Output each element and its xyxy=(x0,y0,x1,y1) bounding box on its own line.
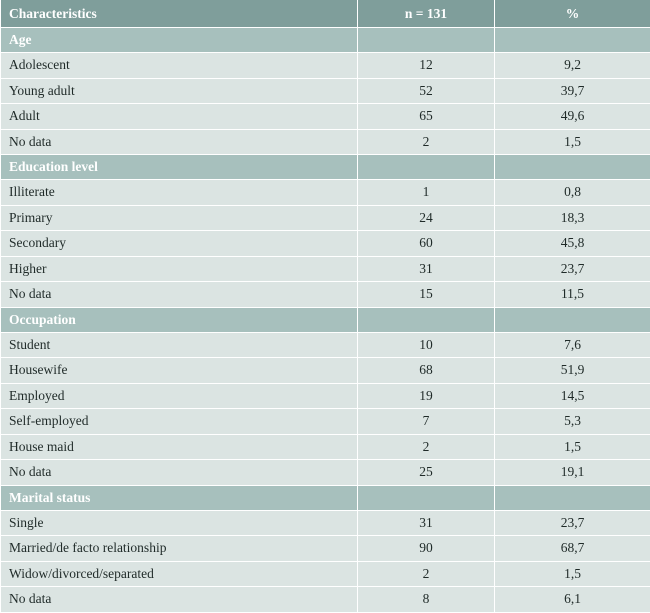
row-count: 31 xyxy=(358,510,495,536)
section-empty-cell xyxy=(358,307,495,332)
table-row xyxy=(1,510,650,536)
table-row xyxy=(1,434,650,460)
row-label: Employed xyxy=(1,383,358,409)
row-count: 8 xyxy=(358,587,495,613)
table-row xyxy=(1,587,650,613)
row-label: Adolescent xyxy=(1,53,358,79)
row-count: 68 xyxy=(358,358,495,384)
table-row xyxy=(1,460,650,486)
row-label: Secondary xyxy=(1,231,358,257)
section-title: Age xyxy=(1,28,358,53)
row-percent: 49,6 xyxy=(495,104,650,130)
row-label: Higher xyxy=(1,256,358,282)
row-label: Widow/divorced/separated xyxy=(1,561,358,587)
header-row xyxy=(1,0,650,28)
row-count: 2 xyxy=(358,129,495,155)
row-label: Primary xyxy=(1,205,358,231)
row-percent: 0,8 xyxy=(495,180,650,206)
row-count: 31 xyxy=(358,256,495,282)
row-percent: 23,7 xyxy=(495,510,650,536)
row-label: Illiterate xyxy=(1,180,358,206)
table-row xyxy=(1,256,650,282)
table-body xyxy=(1,28,650,613)
table-row xyxy=(1,561,650,587)
section-row xyxy=(1,155,650,180)
row-percent: 9,2 xyxy=(495,53,650,79)
table-row xyxy=(1,409,650,435)
table-row xyxy=(1,282,650,308)
row-count: 52 xyxy=(358,78,495,104)
row-percent: 11,5 xyxy=(495,282,650,308)
row-count: 7 xyxy=(358,409,495,435)
section-empty-cell xyxy=(495,307,650,332)
table-row xyxy=(1,180,650,206)
section-empty-cell xyxy=(358,485,495,510)
row-count: 2 xyxy=(358,561,495,587)
row-percent: 45,8 xyxy=(495,231,650,257)
row-label: No data xyxy=(1,282,358,308)
row-label: Housewife xyxy=(1,358,358,384)
row-percent: 6,1 xyxy=(495,587,650,613)
row-count: 90 xyxy=(358,536,495,562)
section-title: Occupation xyxy=(1,307,358,332)
row-label: Adult xyxy=(1,104,358,130)
header-percent: % xyxy=(495,0,650,28)
row-percent: 51,9 xyxy=(495,358,650,384)
row-count: 19 xyxy=(358,383,495,409)
section-empty-cell xyxy=(495,155,650,180)
row-count: 2 xyxy=(358,434,495,460)
row-percent: 14,5 xyxy=(495,383,650,409)
table-row xyxy=(1,53,650,79)
row-label: No data xyxy=(1,460,358,486)
row-count: 24 xyxy=(358,205,495,231)
row-percent: 19,1 xyxy=(495,460,650,486)
header-characteristics: Characteristics xyxy=(1,0,358,28)
row-label: Self-employed xyxy=(1,409,358,435)
table-row xyxy=(1,332,650,358)
table-header xyxy=(1,0,650,28)
row-percent: 1,5 xyxy=(495,129,650,155)
section-empty-cell xyxy=(358,155,495,180)
row-percent: 18,3 xyxy=(495,205,650,231)
section-empty-cell xyxy=(495,28,650,53)
row-count: 1 xyxy=(358,180,495,206)
row-count: 10 xyxy=(358,332,495,358)
row-count: 60 xyxy=(358,231,495,257)
row-percent: 39,7 xyxy=(495,78,650,104)
row-label: Young adult xyxy=(1,78,358,104)
table-row xyxy=(1,383,650,409)
table-row xyxy=(1,536,650,562)
table-row xyxy=(1,129,650,155)
section-title: Education level xyxy=(1,155,358,180)
row-count: 25 xyxy=(358,460,495,486)
section-empty-cell xyxy=(358,28,495,53)
row-percent: 23,7 xyxy=(495,256,650,282)
row-percent: 68,7 xyxy=(495,536,650,562)
row-label: Married/de facto relationship xyxy=(1,536,358,562)
table-row xyxy=(1,231,650,257)
row-percent: 7,6 xyxy=(495,332,650,358)
section-empty-cell xyxy=(495,485,650,510)
row-label: No data xyxy=(1,587,358,613)
section-row xyxy=(1,28,650,53)
header-count: n = 131 xyxy=(358,0,495,28)
section-title: Marital status xyxy=(1,485,358,510)
section-row xyxy=(1,485,650,510)
row-label: Student xyxy=(1,332,358,358)
row-label: Single xyxy=(1,510,358,536)
row-count: 65 xyxy=(358,104,495,130)
row-percent: 1,5 xyxy=(495,434,650,460)
row-label: No data xyxy=(1,129,358,155)
row-percent: 5,3 xyxy=(495,409,650,435)
row-percent: 1,5 xyxy=(495,561,650,587)
table-row xyxy=(1,78,650,104)
table-row xyxy=(1,104,650,130)
table-row xyxy=(1,205,650,231)
section-row xyxy=(1,307,650,332)
row-count: 12 xyxy=(358,53,495,79)
table-row xyxy=(1,358,650,384)
row-count: 15 xyxy=(358,282,495,308)
row-label: House maid xyxy=(1,434,358,460)
